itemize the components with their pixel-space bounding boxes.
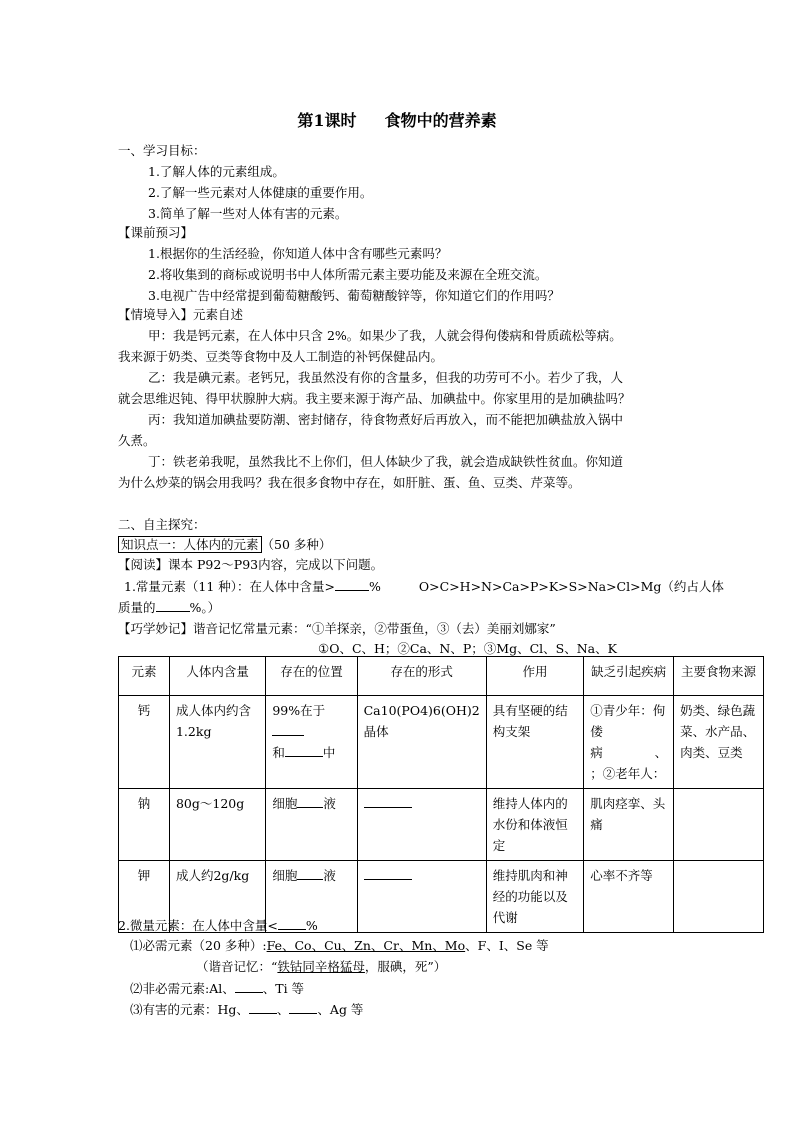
scene-line: 为什么炒菜的锅会用我吗？我在很多食物中存在，如肝脏、蛋、鱼、豆类、芹菜等。: [118, 475, 581, 490]
element-order: O>C>H>N>Ca>P>K>S>Na>Cl>Mg（约占人体: [418, 579, 724, 594]
knowledge-point-tail: （50 多种）: [261, 537, 332, 552]
answer-blank[interactable]: [156, 599, 190, 612]
percent-sign: %: [369, 579, 381, 594]
trace-heading-text: 2.微量元素：在人体中含量<: [118, 918, 278, 933]
answer-blank[interactable]: [249, 1001, 277, 1014]
major-elements-line-2: [118, 599, 220, 616]
percent-sign: %。）: [189, 600, 221, 615]
essential-text: ⑴必需元素（20 多种）:: [130, 938, 267, 953]
answer-blank[interactable]: [235, 980, 263, 993]
essential-elements: [130, 938, 549, 954]
role-cell: 维持人体内的水份和体液恒定: [486, 789, 584, 861]
disease-text: 、: [654, 745, 668, 760]
table-header: 元素: [119, 657, 170, 696]
position-text: 细胞: [272, 796, 298, 811]
form-cell: [357, 789, 486, 861]
harmful-text: 、: [276, 1002, 290, 1017]
trace-heading: [118, 917, 318, 934]
essential-underlined: Fe、Co、Cu、Zn、Cr、Mn、Mo: [266, 938, 466, 953]
table-header: 人体内含量: [169, 657, 265, 696]
harmful-text: 、Ag 等: [317, 1002, 364, 1017]
preview-item: 2.将收集到的商标或说明书中人体所需元素主要功能及来源在全班交流。: [148, 267, 548, 282]
answer-blank[interactable]: [278, 917, 306, 930]
disease-text: ①青少年：佝偻: [590, 703, 666, 739]
disease-cell: 心率不齐等: [584, 861, 674, 933]
form-cell: [357, 861, 486, 933]
answer-blank[interactable]: [364, 867, 412, 880]
scene-line: 乙：我是碘元素。老钙兄，我虽然没有你的含量多，但我的功劳可不小。若少了我，人: [148, 370, 624, 385]
amount-cell: 80g～120g: [169, 789, 265, 861]
non-essential-text: 、Ti 等: [262, 981, 305, 996]
position-text: 细胞: [272, 868, 298, 883]
amount-cell: 成人体内约含1.2kg: [169, 696, 265, 789]
essential-text: 、F、I、Se 等: [465, 938, 549, 953]
mnemonic-elements: ①O、C、H；②Ca、N、P；③Mg、Cl、S、Na、K: [318, 641, 617, 656]
table-header: 主要食物来源: [674, 657, 764, 696]
answer-blank[interactable]: [297, 867, 323, 880]
mnemonic-underlined: 铁钴同辛格猛母: [277, 959, 365, 974]
knowledge-point: [118, 537, 331, 553]
objective-item: 1.了解人体的元素组成。: [148, 164, 285, 179]
scene-line: 我来源于奶类、豆类等食物中及人工制造的补钙保健品内。: [118, 349, 444, 364]
answer-blank[interactable]: [335, 578, 369, 591]
major-elements-text: 1.常量元素（11 种）：在人体中含量>: [124, 579, 336, 594]
answer-blank[interactable]: [297, 795, 323, 808]
preview-item: 1.根据你的生活经验，你知道人体中含有哪些元素吗？: [148, 246, 448, 261]
answer-blank[interactable]: [285, 744, 323, 757]
elements-table: [118, 656, 764, 933]
harmful-text: ⑶有害的元素：Hg、: [130, 1002, 249, 1017]
non-essential-text: ⑵非必需元素:Al、: [130, 981, 235, 996]
lesson-number: 第1课时: [297, 111, 357, 130]
percent-sign: %: [305, 918, 318, 933]
scene-line: 甲：我是钙元素，在人体中只含 2%。如果少了我，人就会得佝偻病和骨质疏松等病。: [148, 328, 622, 343]
preview-heading: 【课前预习】: [118, 225, 194, 240]
scene-line: 丁：铁老弟我呢，虽然我比不上你们，但人体缺少了我，就会造成缺铁性贫血。你知道: [148, 454, 624, 469]
scene-line: 就会思维迟钝、得甲状腺肿大病。我主要来源于海产品、加碘盐中。你家里用的是加碘盐吗？: [118, 391, 631, 406]
element-cell: 钙: [119, 696, 170, 789]
answer-blank[interactable]: [272, 723, 304, 736]
position-text: 液: [323, 868, 336, 883]
scene-line: 丙：我知道加碘盐要防潮、密封储存，待食物煮好后再放入，而不能把加碘盐放入锅中: [148, 412, 624, 427]
form-cell: Ca10(PO4)6(OH)2晶体: [357, 696, 486, 789]
position-text: 和: [272, 745, 285, 760]
harmful-elements: [130, 1001, 363, 1018]
lesson-topic: 食物中的营养素: [384, 111, 497, 130]
position-cell: [266, 789, 357, 861]
position-text: 中: [322, 745, 336, 760]
scene-heading: 【情境导入】元素自述: [118, 307, 244, 322]
non-essential-elements: [130, 980, 304, 997]
table-header: 作用: [486, 657, 584, 696]
table-row: [119, 696, 764, 789]
objectives-heading: 一、学习目标：: [118, 143, 206, 158]
knowledge-point-box: 知识点一：人体内的元素: [118, 536, 262, 553]
position-text: 液: [323, 796, 336, 811]
mnemonic-text: （谐音记忆：“: [196, 959, 278, 974]
essential-mnemonic: [196, 959, 446, 975]
answer-blank[interactable]: [289, 1001, 317, 1014]
amount-cell: 成人约2g/kg: [169, 861, 265, 933]
table-header: 存在的形式: [357, 657, 486, 696]
scene-line: 久煮。: [118, 433, 156, 448]
disease-cell: [584, 696, 674, 789]
disease-text: 病: [590, 745, 603, 760]
mnemonic-line: 【巧学妙记】谐音记忆常量元素：“①羊探亲，②带蛋鱼，③（去）美丽刘娜家”: [118, 621, 556, 636]
element-cell: 钾: [119, 861, 170, 933]
objective-item: 2.了解一些元素对人体健康的重要作用。: [148, 185, 373, 200]
answer-blank[interactable]: [364, 795, 412, 808]
reading-instruction: 【阅读】课本 P92～P93内容，完成以下问题。: [118, 557, 384, 572]
table-header: 缺乏引起疾病: [584, 657, 674, 696]
role-cell: 具有坚硬的结构支架: [486, 696, 584, 789]
table-header: 存在的位置: [266, 657, 357, 696]
position-cell: [266, 696, 357, 789]
disease-cell: 肌肉痉挛、头痛: [584, 789, 674, 861]
mnemonic-text: ，服碘，死”）: [364, 959, 447, 974]
page-title: [0, 108, 794, 131]
preview-item: 3.电视广告中经常提到葡萄糖酸钙、葡萄糖酸锌等，你知道它们的作用吗？: [148, 288, 560, 303]
table-header-row: [119, 657, 764, 696]
table-row: [119, 789, 764, 861]
food-cell: [674, 861, 764, 933]
food-cell: 奶类、绿色蔬菜、水产品、肉类、豆类: [674, 696, 764, 789]
major-elements-line: [124, 578, 724, 595]
objective-item: 3.简单了解一些对人体有害的元素。: [148, 206, 348, 221]
element-cell: 钠: [119, 789, 170, 861]
disease-text: ；②老年人：: [590, 766, 666, 781]
food-cell: [674, 789, 764, 861]
position-text: 99%在于: [272, 703, 326, 718]
mass-fraction-text: 质量的: [118, 600, 156, 615]
explore-heading: 二、自主探究：: [118, 517, 206, 532]
role-cell: 维持肌肉和神经的功能以及代谢: [486, 861, 584, 933]
